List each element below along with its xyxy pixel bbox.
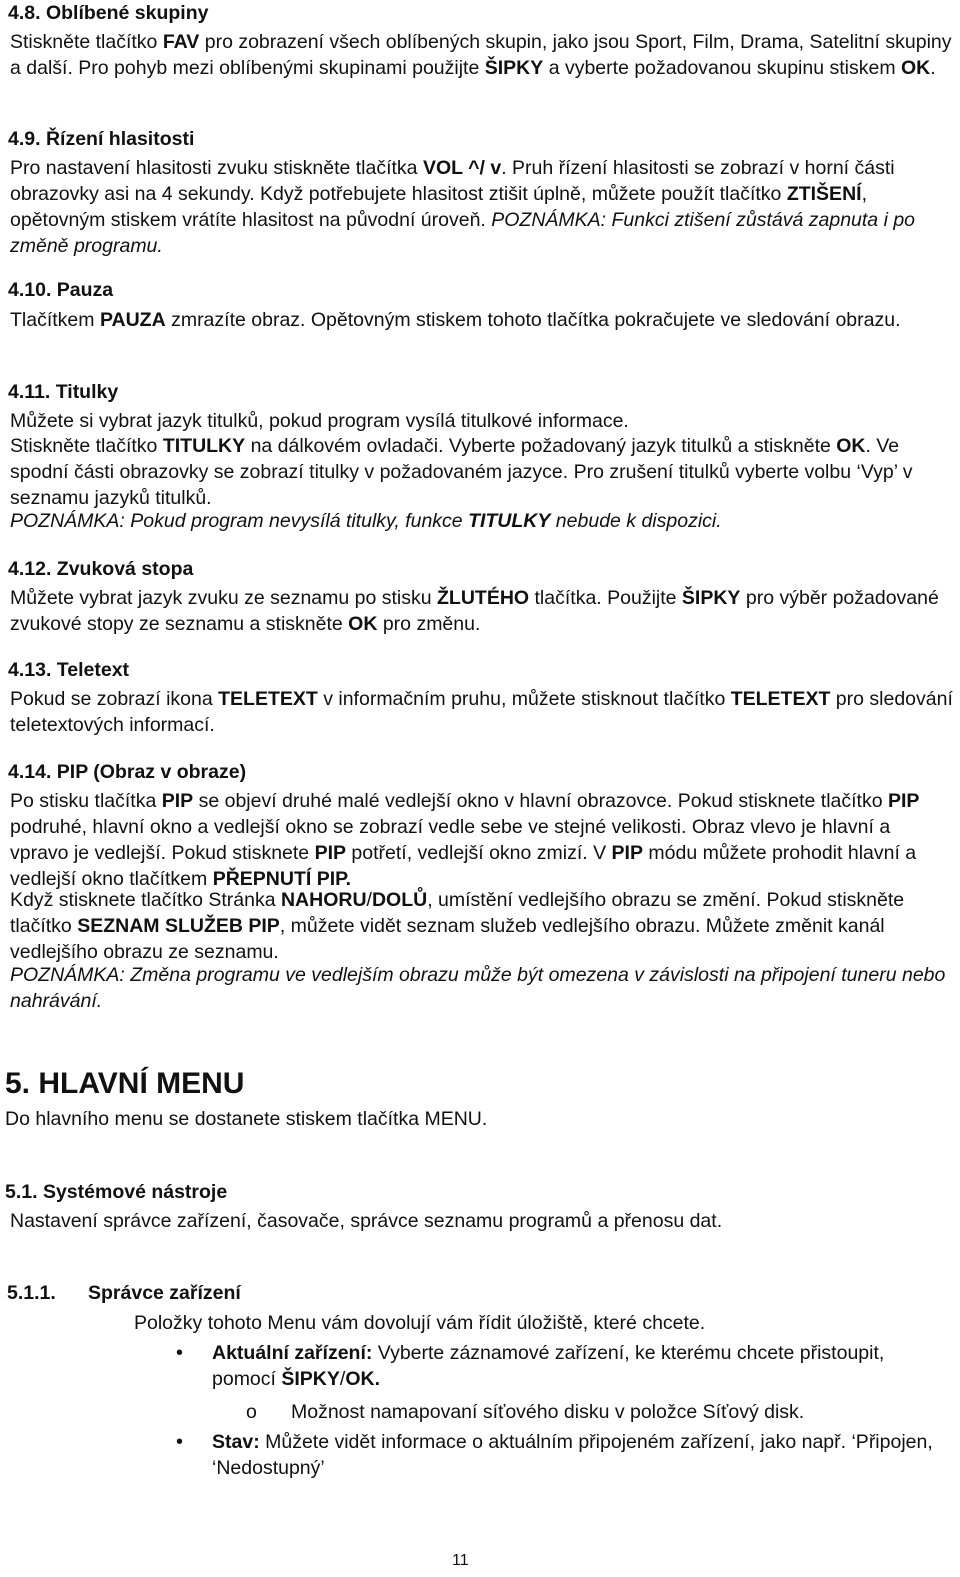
section-heading-4-11: 4.11. Titulky	[8, 381, 119, 403]
page-number: 11	[452, 1552, 469, 1569]
paragraph-teletext: Pokud se zobrazí ikona TELETEXT v informačním pruhu, můžete stisknout tlačítko TELETEXT pro sledování teletextových informací.	[10, 688, 953, 736]
list-subitem-network-disk: Možnost namapovaní síťového disku v položce Síťový disk.	[291, 1401, 805, 1423]
paragraph-volume: Pro nastavení hlasitosti zvuku stiskněte tlačítka VOL ^/ v. Pruh řízení hlasitosti se zobrazí v horní části obrazovky asi na 4 sekundy. Když potřebujete hlasitost ztišit úplně, můžete použít tlačítko ZTIŠENÍ, opětovným stiskem vrátíte hlasitost na původní úroveň. POZNÁMKA: Funkci ztišení zůstává zapnuta i po změně programu.	[10, 157, 916, 257]
paragraph-subtitles: Stiskněte tlačítko TITULKY na dálkovém ovladači. Vyberte požadovaný jazyk titulků a stiskněte OK. Ve spodní části obrazovky se zobrazí titulky v požadovaném jazyce. Pro zrušení titulků vyberte volbu ‘Vyp’ v seznamu jazyků titulků.	[10, 435, 913, 509]
subsection-title-5-1-1: Správce zařízení	[88, 1282, 241, 1304]
paragraph-favorites: Stiskněte tlačítko FAV pro zobrazení všech oblíbených skupin, jako jsou Sport, Film, Drama, Satelitní skupiny a další. Pro pohyb mezi oblíbenými skupinami použijte ŠIPKY a vyberte požadovanou skupinu stiskem OK.	[10, 31, 952, 79]
section-heading-4-12: 4.12. Zvuková stopa	[8, 558, 194, 580]
note-pip: POZNÁMKA: Změna programu ve vedlejším obrazu může být omezena v závislosti na připojení tuneru nebo nahrávání.	[10, 964, 946, 1012]
bullet-icon: •	[176, 1342, 184, 1364]
paragraph-subtitles-intro: Můžete si vybrat jazyk titulků, pokud program vysílá titulkové informace.	[10, 410, 629, 432]
paragraph-pause: Tlačítkem PAUZA zmrazíte obraz. Opětovným stiskem tohoto tlačítka pokračujete ve sledování obrazu.	[10, 309, 901, 331]
section-heading-4-8: 4.8. Oblíbené skupiny	[8, 2, 209, 24]
sub-bullet-icon: o	[246, 1401, 257, 1423]
section-heading-5-1: 5.1. Systémové nástroje	[5, 1181, 228, 1203]
section-heading-4-10: 4.10. Pauza	[8, 279, 114, 301]
section-heading-4-9: 4.9. Řízení hlasitosti	[8, 128, 195, 150]
paragraph-pip-2: Když stisknete tlačítko Stránka NAHORU/DOLŮ, umístění vedlejšího obrazu se změní. Pokud stiskněte tlačítko SEZNAM SLUŽEB PIP, můžete vidět seznam služeb vedlejšího obrazu. Můžete změnit kanál vedlejšího obrazu ze seznamu.	[10, 889, 905, 963]
paragraph-main-menu: Do hlavního menu se dostanete stiskem tlačítka MENU.	[5, 1108, 488, 1130]
paragraph-system-tools: Nastavení správce zařízení, časovače, správce seznamu programů a přenosu dat.	[10, 1210, 723, 1232]
note-subtitles: POZNÁMKA: Pokud program nevysílá titulky, funkce TITULKY nebude k dispozici.	[10, 510, 722, 532]
list-item-status: Stav: Můžete vidět informace o aktuálním připojeném zařízení, jako např. ‘Připojen, ‘Nedostupný’	[212, 1431, 933, 1479]
subsection-number-5-1-1: 5.1.1.	[7, 1282, 56, 1304]
chapter-heading-5: 5. HLAVNÍ MENU	[5, 1067, 245, 1100]
section-heading-4-13: 4.13. Teletext	[8, 659, 130, 681]
bullet-icon: •	[176, 1431, 184, 1453]
paragraph-device-manager: Položky tohoto Menu vám dovolují vám řídit úložiště, které chcete.	[134, 1312, 706, 1334]
paragraph-pip-1: Po stisku tlačítka PIP se objeví druhé malé vedlejší okno v hlavní obrazovce. Pokud stisknete tlačítko PIP podruhé, hlavní okno a vedlejší okno se zobrazí vedle sebe ve stejné velikosti. Obraz vlevo je hlavní a vpravo je vedlejší. Pokud stisknete PIP potřetí, vedlejší okno zmizí. V PIP módu můžete prohodit hlavní a vedlejší okno tlačítkem PŘEPNUTÍ PIP.	[10, 790, 920, 890]
section-heading-4-14: 4.14. PIP (Obraz v obraze)	[8, 761, 247, 783]
list-item-current-device: Aktuální zařízení: Vyberte záznamové zařízení, ke kterému chcete přistoupit, pomocí ŠIPKY/OK.	[212, 1342, 885, 1390]
paragraph-audio-track: Můžete vybrat jazyk zvuku ze seznamu po stisku ŽLUTÉHO tlačítka. Použijte ŠIPKY pro výběr požadované zvukové stopy ze seznamu a stiskněte OK pro změnu.	[10, 587, 939, 635]
